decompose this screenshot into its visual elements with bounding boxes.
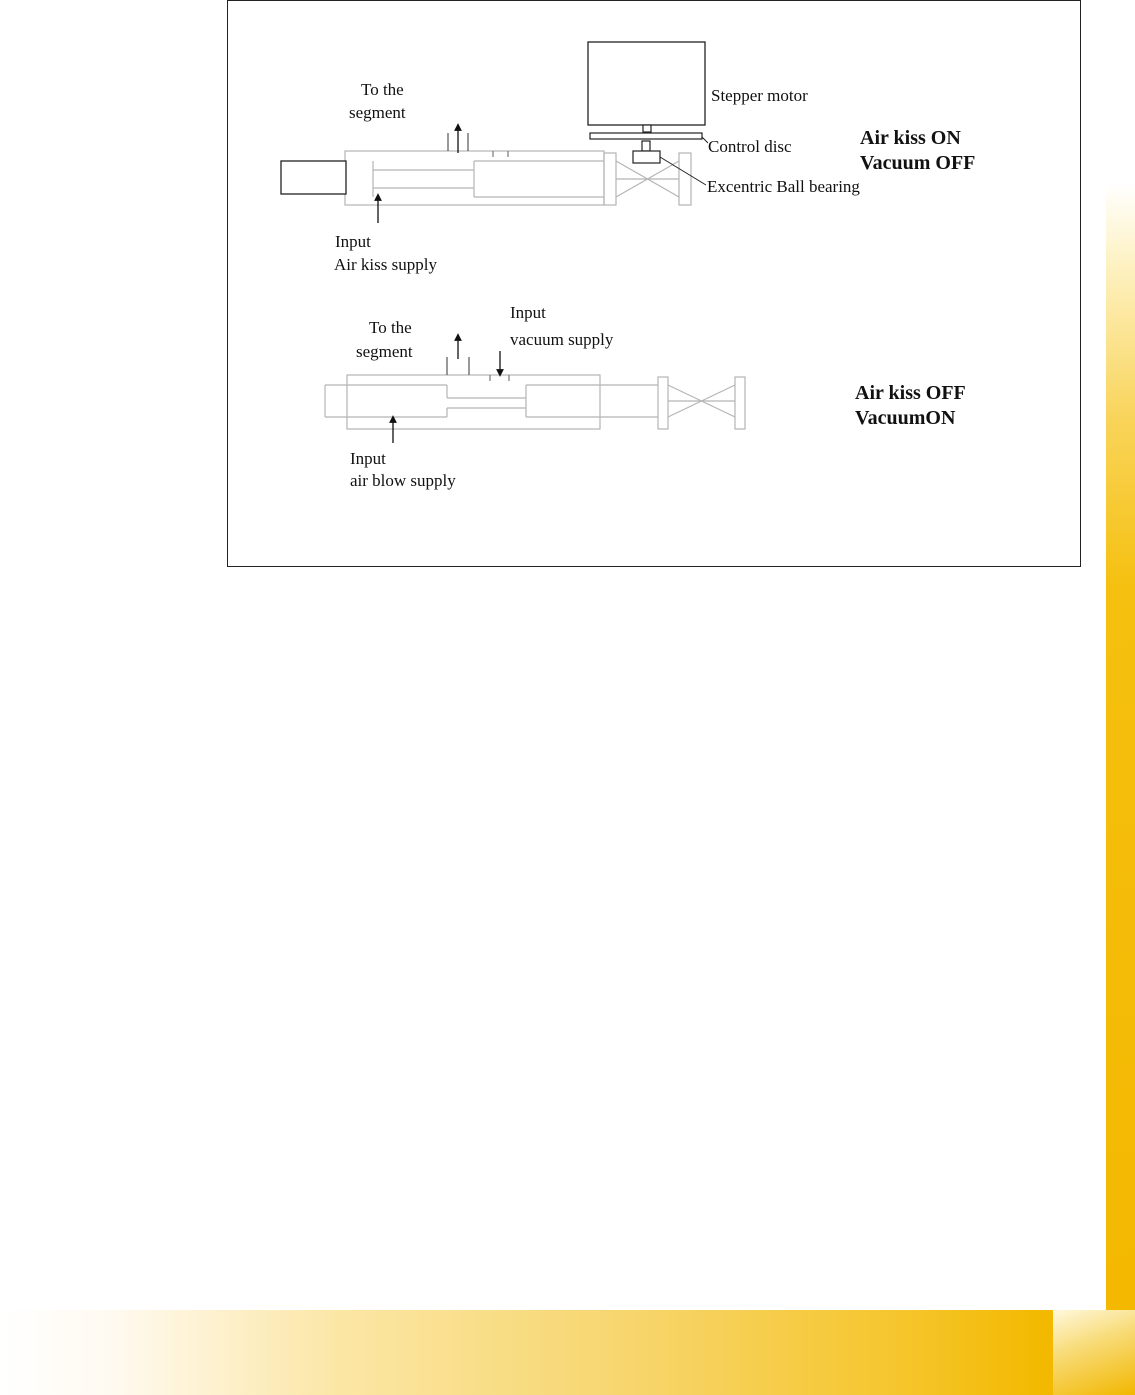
stepper-motor-box <box>588 42 705 125</box>
bottom-state-label-1: Air kiss OFF <box>855 382 966 404</box>
vacuum-input-label-2: vacuum supply <box>510 330 614 349</box>
control-disc <box>590 133 702 139</box>
bottom-state-label-2: VacuumON <box>855 407 956 429</box>
top-to-segment-label-2: segment <box>349 103 406 122</box>
bottom-valve <box>325 357 745 429</box>
ball-bearing-label: Excentric Ball bearing <box>707 177 860 196</box>
top-to-segment-label-1: To the <box>361 80 404 99</box>
bottom-accent-bar <box>0 1310 1135 1395</box>
top-valve <box>345 133 691 205</box>
right-accent-bar <box>1106 0 1135 1310</box>
corner-accent <box>1053 1310 1135 1395</box>
bottom-to-segment-label-2: segment <box>356 342 413 361</box>
bottom-input-label-1: Input <box>350 449 386 468</box>
control-disc-label: Control disc <box>708 137 792 156</box>
vacuum-input-label-1: Input <box>510 303 546 322</box>
valve-diagram <box>227 0 1081 567</box>
bottom-input-label-2: air blow supply <box>350 471 456 490</box>
ball-bearing <box>633 151 660 163</box>
bottom-to-segment-label-1: To the <box>369 318 412 337</box>
top-input-label-1: Input <box>335 232 371 251</box>
left-plug <box>281 161 346 194</box>
top-state-label-1: Air kiss ON <box>860 127 961 149</box>
top-input-label-2: Air kiss supply <box>334 255 437 274</box>
top-state-label-2: Vacuum OFF <box>860 152 976 174</box>
stepper-motor-label: Stepper motor <box>711 86 808 105</box>
